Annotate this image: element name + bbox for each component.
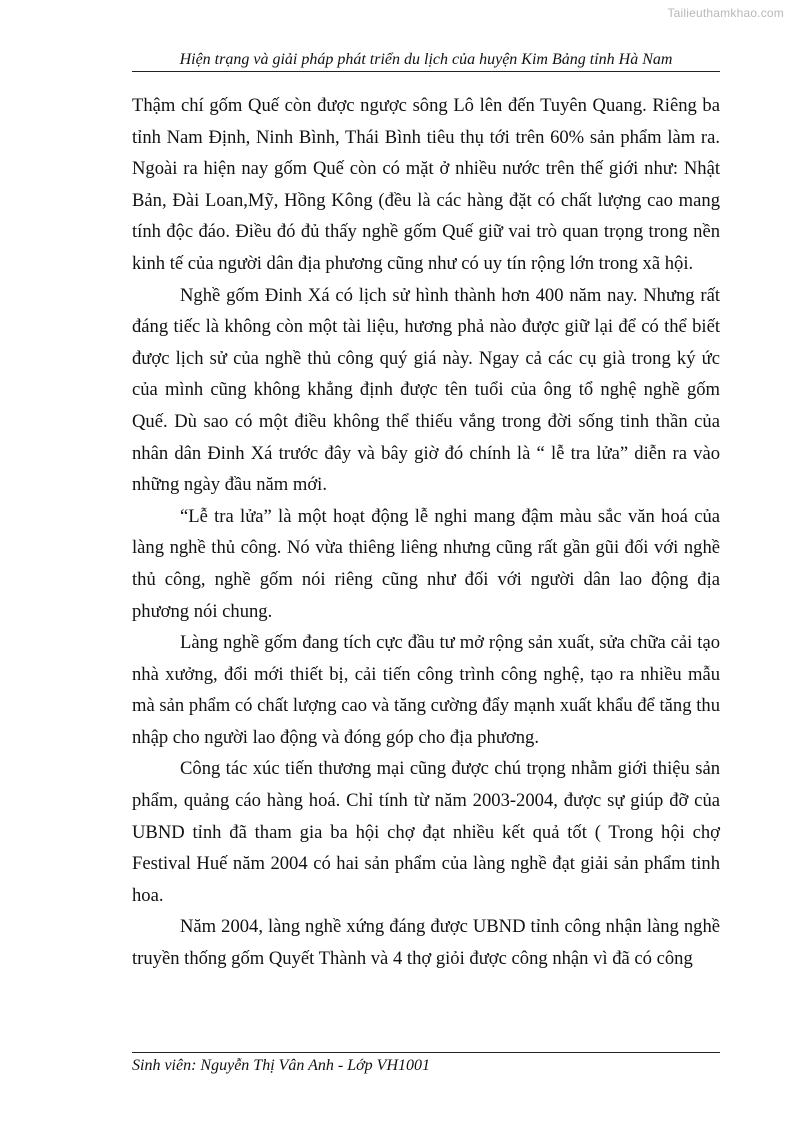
paragraph-history: Nghề gốm Đinh Xá có lịch sử hình thành hơn 400 năm nay. Nhưng rất đáng tiếc là không còn một tài liệu, hương phả nào được giữ lại để có thể biết được lịch sử của nghề thủ công quý giá này. Ngay cả các cụ già trong ký ức của mình cũng không khẳng định được tên tuổi của ông tổ nghệ nghề gốm Quế. Dù sao có một điều không thể thiếu vắng trong đời sống tinh thần của nhân dân Đinh Xá trước đây và bây giờ đó chính là “ lễ tra lửa” diễn ra vào những ngày đầu năm mới. [132, 284, 720, 496]
header-divider [132, 71, 720, 72]
paragraph-recognition: Năm 2004, làng nghề xứng đáng được UBND tỉnh công nhận làng nghề truyền thống gốm Quyết Thành và 4 thợ giỏi được công nhận vì đã có công [132, 916, 720, 970]
paragraph-investment: Làng nghề gốm đang tích cực đầu tư mở rộng sản xuất, sửa chữa cải tạo nhà xưởng, đổi mới thiết bị, cải tiến công trình công nghệ, tạo ra nhiều mẫu mà sản phẩm có chất lượng cao và tăng cường đẩy mạnh xuất khẩu để tăng thu nhập cho người lao động và đóng góp cho địa phương. [132, 632, 720, 748]
watermark: Tailieuthamkhao.com [667, 6, 784, 20]
paragraph-continuation: Thậm chí gốm Quế còn được ngược sông Lô lên đến Tuyên Quang. Riêng ba tỉnh Nam Định, Ninh Bình, Thái Bình tiêu thụ tới trên 60% sản phẩm làm ra. Ngoài ra hiện nay gốm Quế còn có mặt ở nhiều nước trên thế giới như: Nhật Bản, Đài Loan,Mỹ, Hồng Kông (đều là các hàng đặt có chất lượng cao mang tính độc đáo. Điều đó đủ thấy nghề gốm Quế giữ vai trò quan trọng trong nền kinh tế của người dân địa phương cũng như có uy tín rộng lớn trong xã hội. [132, 95, 720, 274]
running-header: Hiện trạng và giải pháp phát triển du lịch của huyện Kim Bảng tỉnh Hà Nam [179, 51, 673, 68]
footer-divider [132, 1052, 720, 1053]
running-footer: Sinh viên: Nguyễn Thị Vân Anh - Lớp VH1001 [132, 1057, 430, 1074]
paragraph-trade-promotion: Công tác xúc tiến thương mại cũng được chú trọng nhằm giới thiệu sản phẩm, quảng cáo hàng hoá. Chỉ tính từ năm 2003-2004, được sự giúp đỡ của UBND tỉnh đã tham gia ba hội chợ đạt nhiều kết quả tốt ( Trong hội chợ Festival Huế năm 2004 có hai sản phẩm của làng nghề đạt giải sản phẩm tinh hoa. [132, 758, 720, 906]
document-body [132, 90, 720, 975]
paragraph-fire-ceremony: “Lễ tra lửa” là một hoạt động lễ nghi mang đậm màu sắc văn hoá của làng nghề thủ công. Nó vừa thiêng liêng nhưng cũng rất gần gũi đối với nghề thủ công, nghề gốm nói riêng cũng như đối với người dân lao động địa phương nói chung. [132, 505, 720, 622]
